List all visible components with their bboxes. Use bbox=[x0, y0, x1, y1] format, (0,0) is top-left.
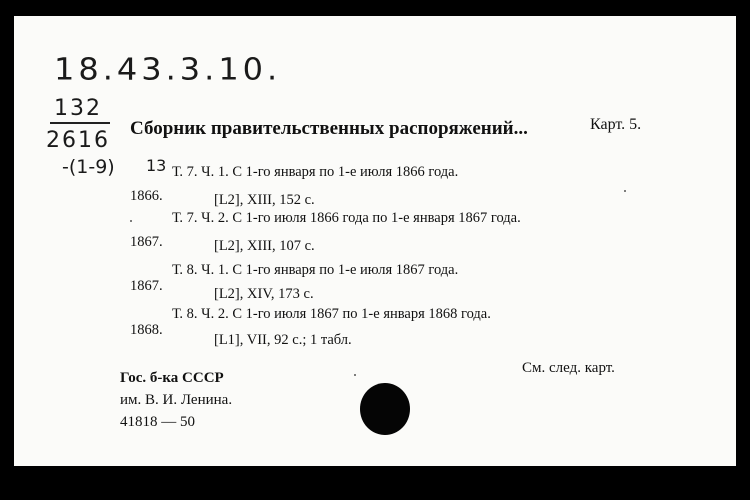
inventory-number-bottom: 2616 bbox=[46, 128, 110, 153]
library-print-code: 41818 — 50 bbox=[120, 414, 195, 430]
fraction-line bbox=[50, 122, 110, 124]
inventory-number-top: 132 bbox=[54, 96, 102, 121]
title-text: Сборник правительственных распоряжений... bbox=[130, 118, 528, 139]
entry-year: 1868. bbox=[130, 322, 163, 338]
entry-year: 1867. bbox=[130, 234, 163, 250]
card-title bbox=[130, 118, 528, 140]
ink-speck bbox=[624, 190, 626, 192]
ink-speck bbox=[130, 220, 132, 222]
entry-volume: Т. 7. Ч. 1. С 1-го января по 1-е июля 1866 года. bbox=[172, 164, 459, 180]
handwritten-marker: 13 bbox=[146, 156, 167, 175]
library-name: Гос. б-ка СССР bbox=[120, 370, 224, 386]
entry-volume: Т. 8. Ч. 1. С 1-го января по 1-е июля 1867 года. bbox=[172, 262, 459, 278]
handwritten-range-note: -(1-9) bbox=[62, 156, 115, 178]
library-dedication: им. В. И. Ленина. bbox=[120, 392, 233, 408]
entry-year: 1866. bbox=[130, 188, 163, 204]
ink-speck bbox=[354, 374, 356, 376]
entry-detail: [L2], XIII, 107 с. bbox=[214, 238, 315, 254]
entry-volume: Т. 7. Ч. 2. С 1-го июля 1866 года по 1-е января 1867 года. bbox=[172, 210, 521, 226]
punch-hole bbox=[360, 383, 410, 435]
see-next-card: См. след. карт. bbox=[522, 360, 615, 376]
entry-detail: [L1], VII, 92 с.; 1 табл. bbox=[214, 332, 352, 348]
entry-detail: [L2], XIV, 173 с. bbox=[214, 286, 314, 302]
catalog-card bbox=[14, 16, 736, 466]
entry-volume: Т. 8. Ч. 2. С 1-го июля 1867 по 1-е января 1868 года. bbox=[172, 306, 491, 322]
card-number: Карт. 5. bbox=[590, 116, 642, 133]
shelf-mark: 18.43.3.10. bbox=[54, 50, 282, 88]
entry-detail: [L2], XIII, 152 с. bbox=[214, 192, 315, 208]
entry-year: 1867. bbox=[130, 278, 163, 294]
